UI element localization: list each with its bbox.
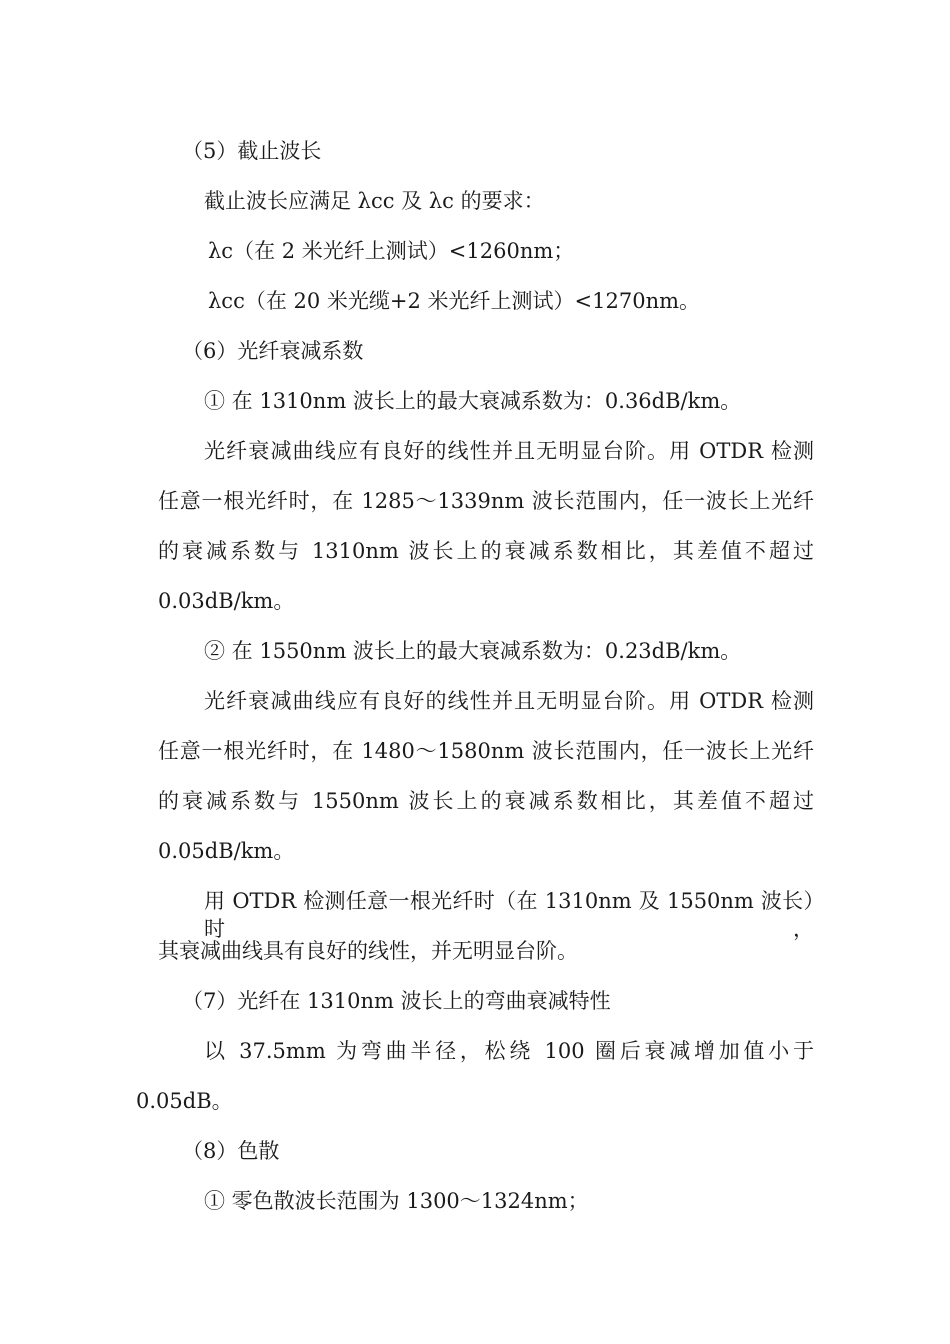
paragraph-line: ① 在 1310nm 波长上的最大衰减系数为：0.36dB/km。 [204, 389, 742, 413]
paragraph-line: 光纤衰减曲线应有良好的线性并且无明显台阶。用 OTDR 检测 [204, 439, 814, 463]
paragraph-line: ① 零色散波长范围为 1300～1324nm； [204, 1189, 589, 1213]
paragraph-line: ② 在 1550nm 波长上的最大衰减系数为：0.23dB/km。 [204, 639, 742, 663]
paragraph-line: 0.03dB/km。 [158, 589, 295, 613]
paragraph-line: 以 37.5mm 为弯曲半径，松绕 100 圈后衰减增加值小于 [204, 1039, 814, 1063]
heading-attenuation-coefficient: （6）光纤衰减系数 [182, 339, 364, 363]
paragraph-line: 用 OTDR 检测任意一根光纤时（在 1310nm 及 1550nm 波长）时， [204, 889, 814, 941]
heading-dispersion: （8）色散 [182, 1139, 280, 1163]
paragraph-line: 光纤衰减曲线应有良好的线性并且无明显台阶。用 OTDR 检测 [204, 689, 814, 713]
heading-cutoff-wavelength: （5）截止波长 [182, 139, 322, 163]
paragraph-line: 0.05dB。 [136, 1089, 233, 1113]
paragraph-line: λc（在 2 米光纤上测试）<1260nm； [208, 239, 575, 263]
heading-bending-loss: （7）光纤在 1310nm 波长上的弯曲衰减特性 [182, 989, 611, 1013]
paragraph-line: 任意一根光纤时，在 1285～1339nm 波长范围内，任一波长上光纤 [158, 489, 814, 513]
paragraph-line: 0.05dB/km。 [158, 839, 295, 863]
paragraph-line: 的衰减系数与 1310nm 波长上的衰减系数相比，其差值不超过 [158, 539, 814, 563]
paragraph-line: 截止波长应满足 λcc 及 λc 的要求： [204, 189, 545, 213]
paragraph-line: 的衰减系数与 1550nm 波长上的衰减系数相比，其差值不超过 [158, 789, 814, 813]
paragraph-line: 任意一根光纤时，在 1480～1580nm 波长范围内，任一波长上光纤 [158, 739, 814, 763]
paragraph-line: λcc（在 20 米光缆+2 米光纤上测试）<1270nm。 [208, 289, 701, 313]
paragraph-line: 其衰减曲线具有良好的线性，并无明显台阶。 [158, 939, 578, 963]
